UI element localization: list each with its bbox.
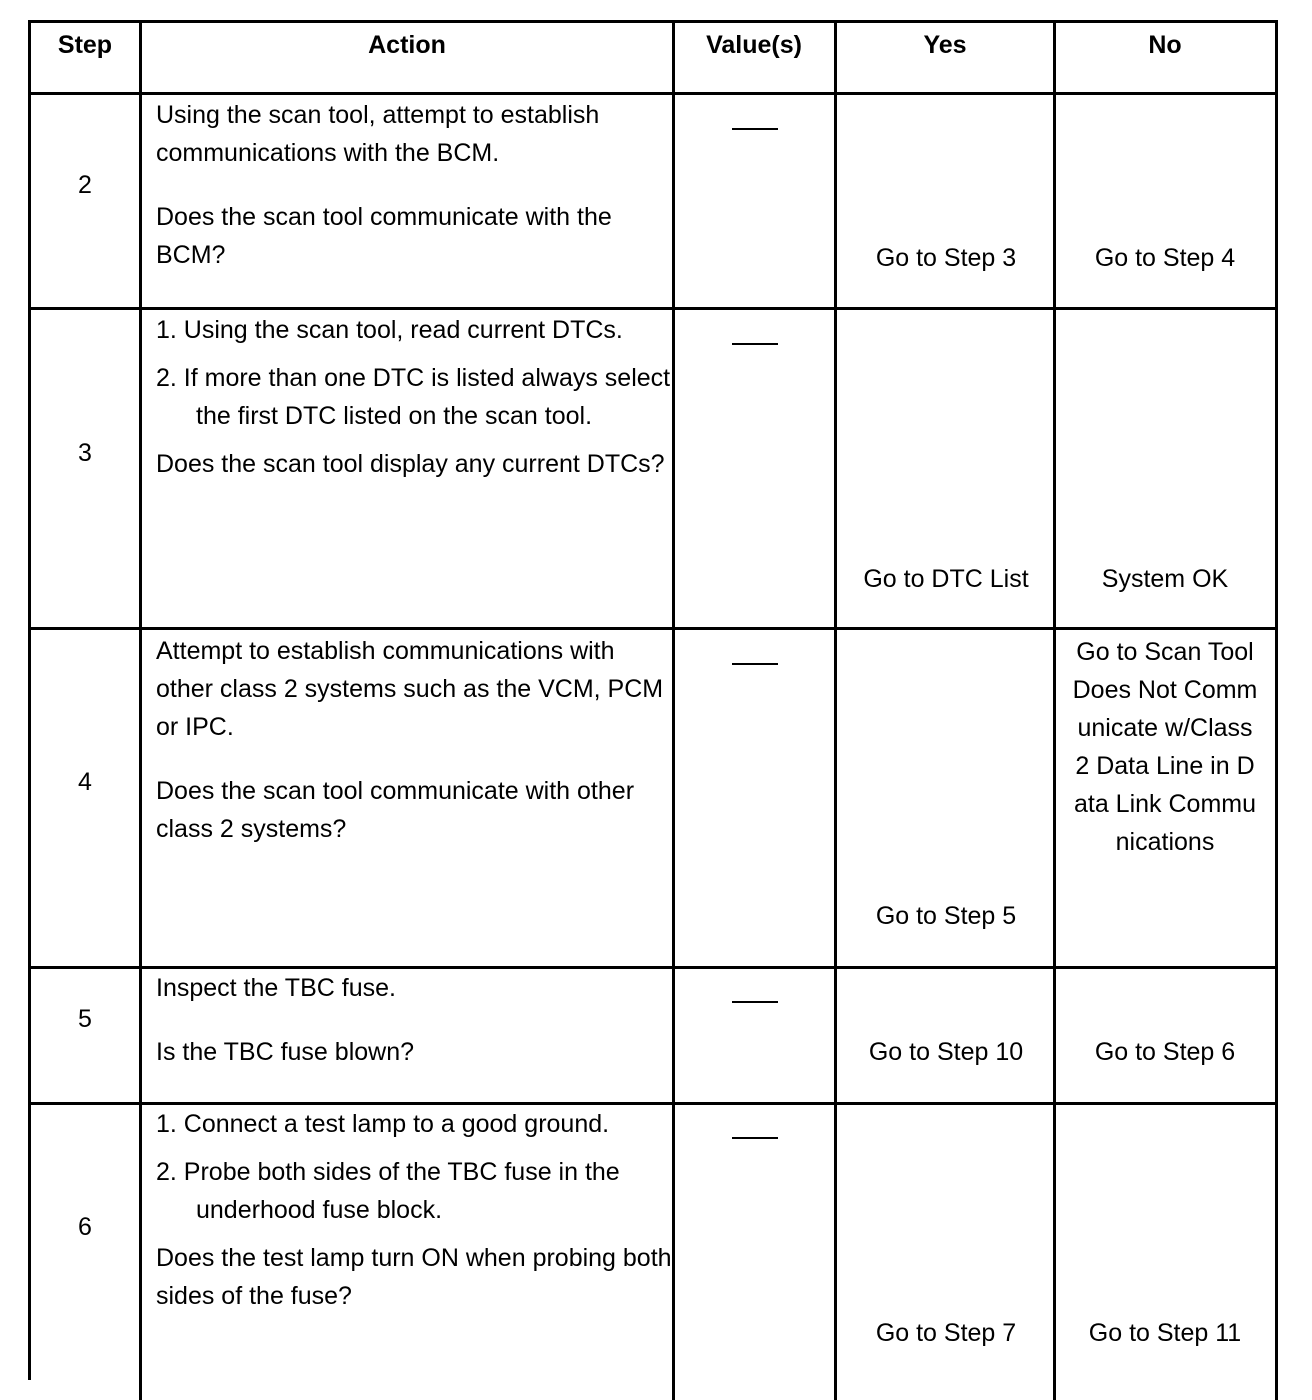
no-result: Go to Step 11	[1088, 1319, 1242, 1347]
action-text	[156, 311, 676, 483]
action-intro: Attempt to establish communications with other class 2 systems such as the VCM, PCM or IPC.	[156, 637, 664, 741]
action-question: Does the scan tool display any current DTCs?	[156, 450, 665, 478]
step-number: 3	[78, 439, 92, 467]
no-result: Go to Scan Tool Does Not Communicate w/Class 2 Data Line in Data Link Communications	[1072, 638, 1258, 856]
no-result: Go to Step 4	[1094, 244, 1236, 272]
value-dash-line	[732, 343, 778, 345]
action-question: Does the scan tool communicate with the BCM?	[156, 203, 612, 269]
action-question: Does the scan tool communicate with other class 2 systems?	[156, 777, 635, 843]
action-intro: Inspect the TBC fuse.	[156, 974, 396, 1002]
diagnostic-table	[28, 20, 1280, 1400]
column-border	[28, 20, 31, 1380]
column-border	[834, 20, 837, 1400]
header-values: Value(s)	[706, 31, 802, 59]
action-step-item: 2. Probe both sides of the TBC fuse in the underhood fuse block.	[156, 1158, 620, 1224]
no-result: Go to Step 6	[1094, 1038, 1236, 1066]
value-dash-line	[732, 128, 778, 130]
yes-result: Go to Step 10	[868, 1038, 1024, 1066]
yes-result: Go to Step 7	[875, 1319, 1017, 1347]
action-step-item: 1. Using the scan tool, read current DTCs.	[156, 316, 623, 344]
action-text	[156, 1105, 676, 1315]
value-dash-line	[732, 1001, 778, 1003]
row-divider	[28, 627, 1278, 630]
header-yes: Yes	[923, 31, 967, 59]
no-result: System OK	[1101, 565, 1229, 593]
step-number: 2	[78, 171, 92, 199]
column-border	[1053, 20, 1056, 1400]
row-divider	[28, 307, 1278, 310]
step-number: 4	[78, 768, 92, 796]
value-dash-line	[732, 1137, 778, 1139]
step-number: 5	[78, 1005, 92, 1033]
yes-result: Go to Step 5	[875, 902, 1017, 930]
action-text	[156, 632, 676, 848]
column-border	[1275, 20, 1278, 1400]
action-step-item: 1. Connect a test lamp to a good ground.	[156, 1110, 610, 1138]
action-question: Does the test lamp turn ON when probing both sides of the fuse?	[156, 1244, 672, 1310]
table-top-border	[28, 20, 1278, 23]
header-step: Step	[57, 31, 113, 59]
value-dash-line	[732, 663, 778, 665]
action-step-item: 2. If more than one DTC is listed always select the first DTC listed on the scan tool.	[156, 364, 671, 430]
step-number: 6	[78, 1213, 92, 1241]
action-text	[156, 969, 676, 1071]
yes-result: Go to DTC List	[863, 565, 1029, 593]
action-text	[156, 96, 676, 274]
action-intro: Using the scan tool, attempt to establish communications with the BCM.	[156, 101, 600, 167]
yes-result: Go to Step 3	[875, 244, 1017, 272]
column-border	[139, 20, 142, 1400]
header-action: Action	[368, 31, 446, 59]
header-no: No	[1148, 31, 1182, 59]
action-question: Is the TBC fuse blown?	[156, 1038, 415, 1066]
header-bottom-border	[28, 92, 1278, 95]
